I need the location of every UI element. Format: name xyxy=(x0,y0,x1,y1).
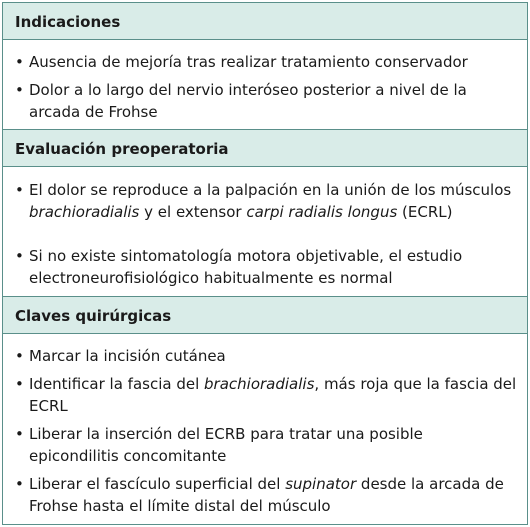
latin-term: brachioradialis xyxy=(204,375,315,393)
clinical-summary-box xyxy=(2,2,528,525)
bullet-icon: • xyxy=(15,81,24,99)
bullet-icon: • xyxy=(15,347,24,365)
section-title: Indicaciones xyxy=(15,13,121,31)
list-item: • El dolor se reproduce a la palpación en la unión de los músculos brachioradialis y el extensor carpi radialis longus (ECRL) xyxy=(15,181,512,221)
list-item xyxy=(15,246,517,289)
list-item xyxy=(15,424,517,467)
bullet-icon: • xyxy=(15,247,24,265)
list-item xyxy=(15,80,517,123)
bullet-icon: • xyxy=(15,53,24,71)
list-item xyxy=(15,346,517,368)
item-text: Dolor a lo largo del nervio interóseo posterior a nivel de la arcada de Frohse xyxy=(29,81,467,121)
bullet-icon: • xyxy=(15,425,24,443)
section-header-indicaciones xyxy=(3,3,527,40)
section-header-claves xyxy=(3,296,527,334)
list-item: • Liberar el fascículo superficial del supinator desde la arcada de Frohse hasta el límite distal del músculo xyxy=(15,475,504,515)
latin-term: carpi radialis longus xyxy=(246,202,398,221)
item-text: Marcar la incisión cutánea xyxy=(29,347,226,365)
item-text: Ausencia de mejoría tras realizar tratamiento conservador xyxy=(29,53,468,71)
bullet-icon: • xyxy=(15,375,24,393)
bullet-icon: • xyxy=(15,475,24,493)
latin-term: supinator xyxy=(285,475,357,493)
item-text: Si no existe sintomatología motora objetivable, el estudio electroneurofisiológico habitualmente es normal xyxy=(29,247,463,287)
section-title: Claves quirúrgicas xyxy=(15,307,172,325)
item-text: Liberar la inserción del ECRB para tratar una posible epicondilitis concomitante xyxy=(29,425,423,465)
latin-term: brachioradialis xyxy=(29,202,140,221)
bullet-icon: • xyxy=(15,181,24,199)
list-item: • Identificar la fascia del brachioradialis, más roja que la fascia del ECRL xyxy=(15,375,517,415)
section-title: Evaluación preoperatoria xyxy=(15,140,229,158)
list-item xyxy=(15,52,517,74)
section-header-evaluacion xyxy=(3,129,527,167)
